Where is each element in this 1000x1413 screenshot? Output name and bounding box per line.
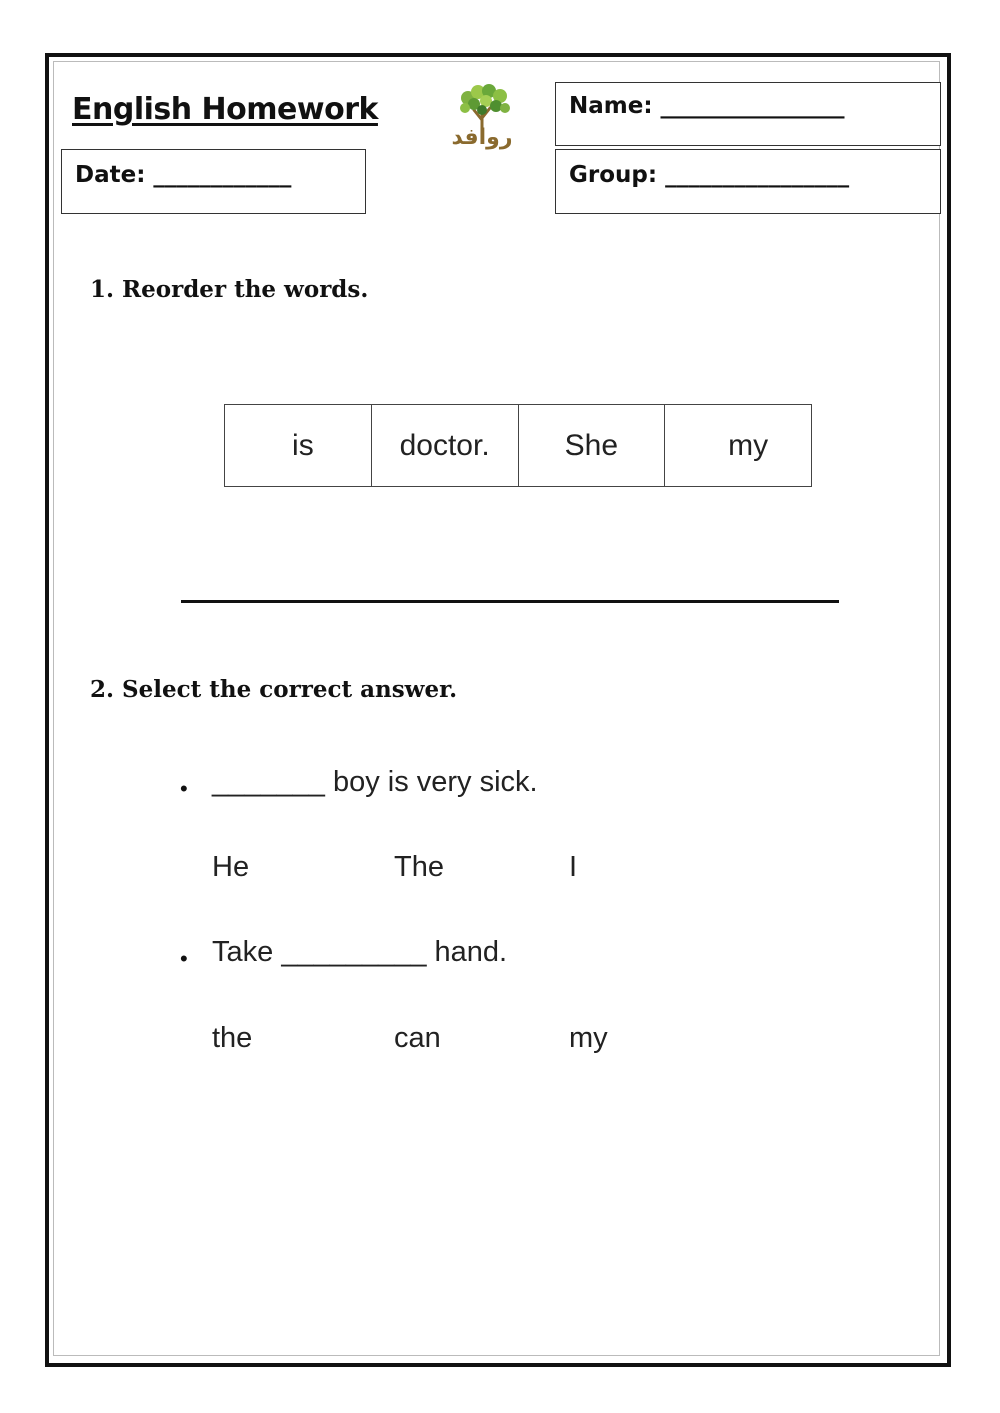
question-sentence: Take _________ hand. bbox=[212, 936, 508, 968]
date-field[interactable]: Date: ____________ bbox=[75, 162, 292, 188]
word-text: is bbox=[292, 428, 314, 462]
section1-heading: 1. Reorder the words. bbox=[90, 276, 369, 303]
answer-option[interactable]: my bbox=[569, 1022, 608, 1054]
answer-option[interactable]: can bbox=[394, 1022, 441, 1054]
answer-line[interactable] bbox=[181, 600, 839, 603]
group-box bbox=[555, 149, 941, 214]
page-title: English Homework bbox=[72, 92, 378, 127]
logo-text: روافد bbox=[451, 125, 513, 150]
word-cell[interactable] bbox=[225, 405, 372, 486]
date-box bbox=[61, 149, 366, 214]
word-text: She bbox=[564, 428, 619, 462]
answer-option[interactable]: I bbox=[569, 851, 578, 883]
bullet: • bbox=[180, 776, 188, 801]
answer-option[interactable]: The bbox=[394, 851, 444, 883]
answer-option[interactable]: He bbox=[212, 851, 250, 883]
question-sentence: _______ boy is very sick. bbox=[212, 766, 538, 798]
word-cell[interactable] bbox=[372, 405, 519, 486]
answer-option[interactable]: the bbox=[212, 1022, 253, 1054]
word-cell[interactable] bbox=[665, 405, 811, 486]
word-text: my bbox=[728, 428, 769, 462]
word-cell[interactable] bbox=[519, 405, 666, 486]
name-box bbox=[555, 82, 941, 146]
section2-heading: 2. Select the correct answer. bbox=[90, 676, 458, 703]
word-text: doctor. bbox=[399, 428, 490, 462]
tree-logo-icon bbox=[430, 82, 535, 150]
word-table bbox=[224, 404, 812, 487]
group-field[interactable]: Group: ________________ bbox=[569, 162, 850, 188]
name-field[interactable]: Name: ________________ bbox=[569, 93, 845, 119]
bullet: • bbox=[180, 946, 188, 971]
page-inner-border bbox=[53, 61, 940, 1356]
